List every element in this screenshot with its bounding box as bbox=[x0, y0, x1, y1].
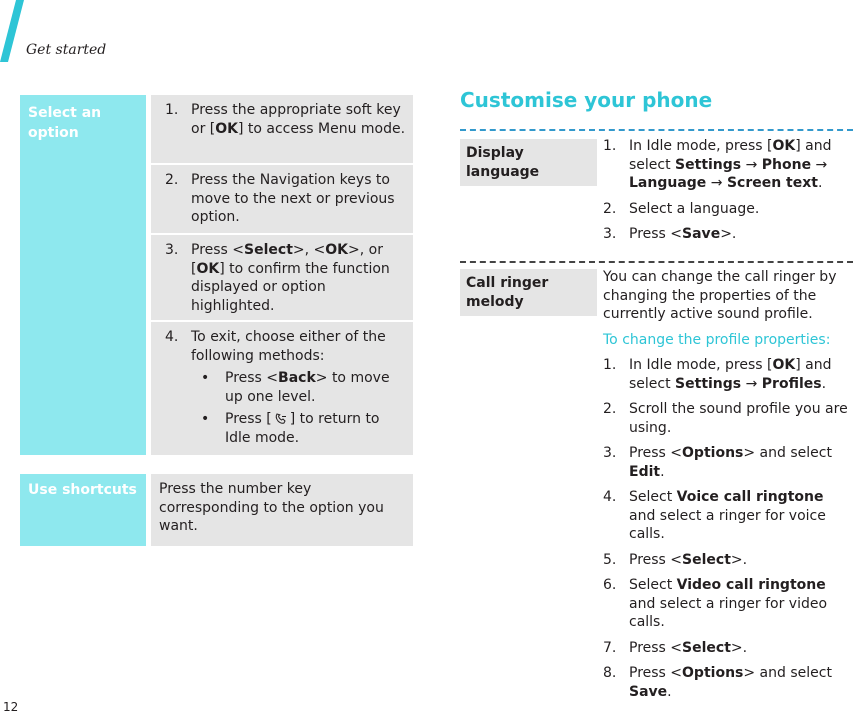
select-option-label bbox=[20, 95, 146, 455]
ringer-intro: You can change the call ringer by changing the properties of the currently active sound profile. bbox=[603, 269, 837, 322]
step-number: 2. bbox=[165, 172, 179, 188]
heading-divider bbox=[460, 129, 853, 131]
ringer-subheading: To change the profile properties: bbox=[603, 331, 831, 348]
list-item: 7. Press <Select>. bbox=[603, 639, 748, 656]
header-title: Get started bbox=[26, 42, 107, 58]
list-item: 2. Select a language. bbox=[603, 200, 760, 217]
list-item: 4. Select Voice call ringtone and select a ringer for voice calls. bbox=[603, 489, 826, 542]
bullet-back: • Press <Back> to move up one level. bbox=[201, 370, 390, 405]
list-item: 5. Press <Select>. bbox=[603, 551, 748, 568]
step-2 bbox=[151, 165, 413, 233]
end-call-key-icon bbox=[274, 411, 288, 425]
list-item: 8. Press <Options> and select Save. bbox=[603, 665, 832, 700]
header-accent-bar bbox=[0, 0, 24, 62]
shortcuts-text: Press the number key corresponding to the option you want. bbox=[159, 481, 384, 534]
select-option-label-text: Select an option bbox=[28, 105, 102, 141]
step-3 bbox=[151, 235, 413, 320]
use-shortcuts-label-text: Use shortcuts bbox=[28, 482, 137, 498]
list-item: 1. In Idle mode, press [OK] and select Settings → Phone → Language → Screen text. bbox=[603, 138, 832, 191]
list-item: 3. Press <Options> and select Edit. bbox=[603, 445, 832, 480]
display-language-label: Display language bbox=[460, 139, 597, 186]
call-ringer-content bbox=[603, 268, 853, 701]
page-heading: Customise your phone bbox=[460, 88, 713, 112]
call-ringer-label: Call ringer melody bbox=[460, 269, 597, 316]
step-text: Press <Select>, <OK>, or [OK] to confirm the function displayed or option highlighted. bbox=[191, 242, 390, 314]
step-4 bbox=[151, 322, 413, 455]
bullet-end-key: • Press [ ] to return to Idle mode. bbox=[201, 411, 380, 446]
page-number: 12 bbox=[3, 700, 19, 714]
list-item: 6. Select Video call ringtone and select a ringer for video calls. bbox=[603, 577, 828, 630]
step-text: To exit, choose either of the following methods: bbox=[191, 329, 386, 364]
list-item: 3. Press <Save>. bbox=[603, 226, 737, 242]
use-shortcuts-label bbox=[20, 474, 146, 546]
list-item: 1. In Idle mode, press [OK] and select Settings → Profiles. bbox=[603, 357, 832, 392]
step-number: 1. bbox=[165, 102, 179, 118]
section-divider bbox=[460, 261, 853, 263]
step-text: Press the Navigation keys to move to the next or previous option. bbox=[191, 172, 395, 225]
step-number: 3. bbox=[165, 242, 179, 258]
list-item: 2. Scroll the sound profile you are using. bbox=[603, 401, 848, 436]
step-number: 4. bbox=[165, 329, 179, 345]
step-text: Press the appropriate soft key or [OK] to access Menu mode. bbox=[191, 102, 406, 137]
display-language-steps bbox=[603, 137, 853, 244]
step-1 bbox=[151, 95, 413, 163]
shortcuts-box bbox=[151, 474, 413, 546]
